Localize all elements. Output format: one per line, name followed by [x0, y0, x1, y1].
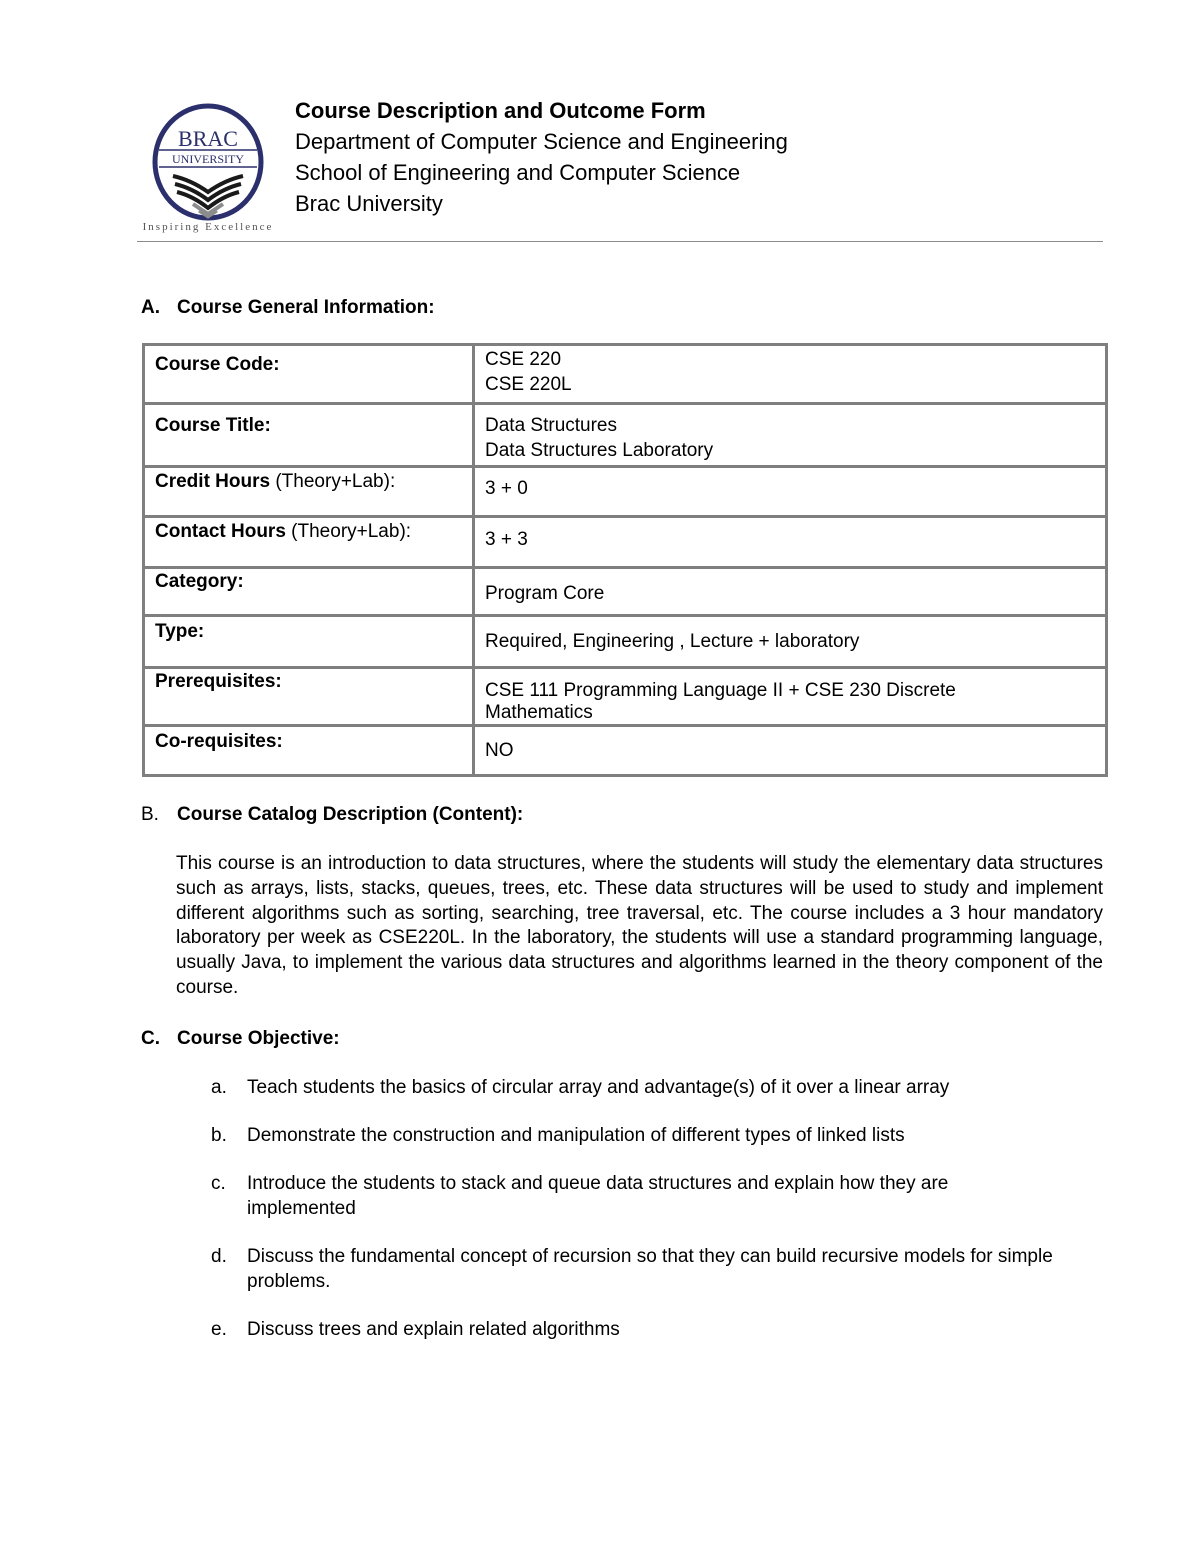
row-value: Required, Engineering , Lecture + laboratory	[485, 631, 860, 652]
row-label: Category:	[155, 571, 244, 592]
table-row	[144, 404, 1107, 467]
university-name: Brac University	[295, 191, 443, 216]
section-b-letter: B.	[141, 804, 159, 825]
value-cell	[474, 726, 1107, 776]
label-cell	[144, 726, 474, 776]
objective-letter: e.	[211, 1319, 227, 1340]
label-cell	[144, 568, 474, 616]
row-value: Data Structures	[485, 415, 617, 436]
section-a-title: Course General Information:	[177, 297, 435, 318]
school-name: School of Engineering and Computer Science	[295, 160, 741, 185]
list-item	[211, 1244, 1101, 1294]
section-b-heading	[141, 803, 523, 827]
value-cell	[474, 404, 1107, 467]
row-label-suffix: (Theory+Lab):	[270, 471, 396, 492]
row-value: CSE 220	[485, 349, 562, 370]
row-value: 3 + 3	[485, 529, 528, 550]
list-item	[211, 1317, 1101, 1342]
objective-text: Teach students the basics of circular array and advantage(s) of it over a linear array	[247, 1077, 950, 1098]
table-row	[144, 726, 1107, 776]
row-label: Prerequisites:	[155, 671, 282, 692]
table-row	[144, 568, 1107, 616]
objective-letter: b.	[211, 1125, 227, 1146]
row-value: CSE 111 Programming Language II + CSE 230 Discrete	[485, 680, 956, 701]
label-cell	[144, 467, 474, 517]
row-value: Data Structures Laboratory	[485, 440, 714, 461]
value-cell	[474, 517, 1107, 568]
logo-university-text: UNIVERSITY	[172, 152, 244, 166]
objective-text: Discuss the fundamental concept of recursion so that they can build recursive models for simple problems.	[247, 1246, 1053, 1292]
list-item	[211, 1075, 1101, 1100]
section-c-heading	[141, 1027, 340, 1051]
label-cell	[144, 345, 474, 404]
department-name: Department of Computer Science and Engineering	[295, 129, 788, 154]
label-cell	[144, 616, 474, 668]
row-label: Course Title:	[155, 415, 271, 436]
table-row	[144, 345, 1107, 404]
value-cell	[474, 668, 1107, 726]
section-c-letter: C.	[141, 1028, 160, 1049]
label-cell	[144, 404, 474, 467]
objective-text: Demonstrate the construction and manipulation of different types of linked lists	[247, 1125, 905, 1146]
document-header	[295, 96, 788, 219]
value-cell	[474, 616, 1107, 668]
objective-text: Introduce the students to stack and queue data structures and explain how they are implemented	[247, 1173, 949, 1219]
logo-tagline: Inspiring Excellence	[142, 221, 274, 233]
table-row	[144, 616, 1107, 668]
header-divider	[137, 241, 1103, 242]
table-row	[144, 668, 1107, 726]
list-item	[211, 1171, 1101, 1221]
row-value: Program Core	[485, 583, 605, 604]
section-b-title: Course Catalog Description (Content):	[177, 804, 524, 825]
objective-list	[211, 1075, 1101, 1365]
row-value: 3 + 0	[485, 478, 528, 499]
objective-letter: a.	[211, 1077, 227, 1098]
list-item	[211, 1123, 1101, 1148]
value-cell	[474, 467, 1107, 517]
row-value: Mathematics	[485, 702, 593, 723]
objective-letter: d.	[211, 1246, 227, 1267]
brac-university-logo	[137, 100, 283, 234]
row-label: Co-requisites:	[155, 731, 283, 752]
form-title: Course Description and Outcome Form	[295, 98, 706, 123]
section-a-heading	[141, 296, 435, 320]
row-label: Course Code:	[155, 354, 280, 375]
row-label: Contact Hours	[155, 521, 286, 542]
row-label: Type:	[155, 621, 205, 642]
value-cell	[474, 568, 1107, 616]
label-cell	[144, 517, 474, 568]
course-info-table	[142, 343, 1108, 777]
logo-brac-text: BRAC	[178, 126, 238, 151]
label-cell	[144, 668, 474, 726]
table-row	[144, 517, 1107, 568]
row-value: NO	[485, 740, 514, 761]
row-label-suffix: (Theory+Lab):	[285, 521, 412, 542]
catalog-description: This course is an introduction to data structures, where the students will study the elementary data structures such as arrays, lists, stacks, queues, trees, etc. These data structures will be used to study and implement different algorithms such as sorting, searching, tree traversal, etc. The course includes a 3 hour mandatory laboratory per week as CSE220L. In the laboratory, the students will use a standard programming language, usually Java, to implement the various data structures and algorithms learned in the theory component of the course.	[176, 853, 1103, 998]
value-cell	[474, 345, 1107, 404]
logo-emblem-icon	[137, 100, 283, 234]
section-c-title: Course Objective:	[177, 1028, 340, 1049]
objective-text: Discuss trees and explain related algorithms	[247, 1319, 620, 1340]
table-row	[144, 467, 1107, 517]
row-label: Credit Hours	[155, 471, 271, 492]
section-a-letter: A.	[141, 297, 160, 318]
row-value: CSE 220L	[485, 374, 572, 395]
objective-letter: c.	[211, 1173, 226, 1194]
